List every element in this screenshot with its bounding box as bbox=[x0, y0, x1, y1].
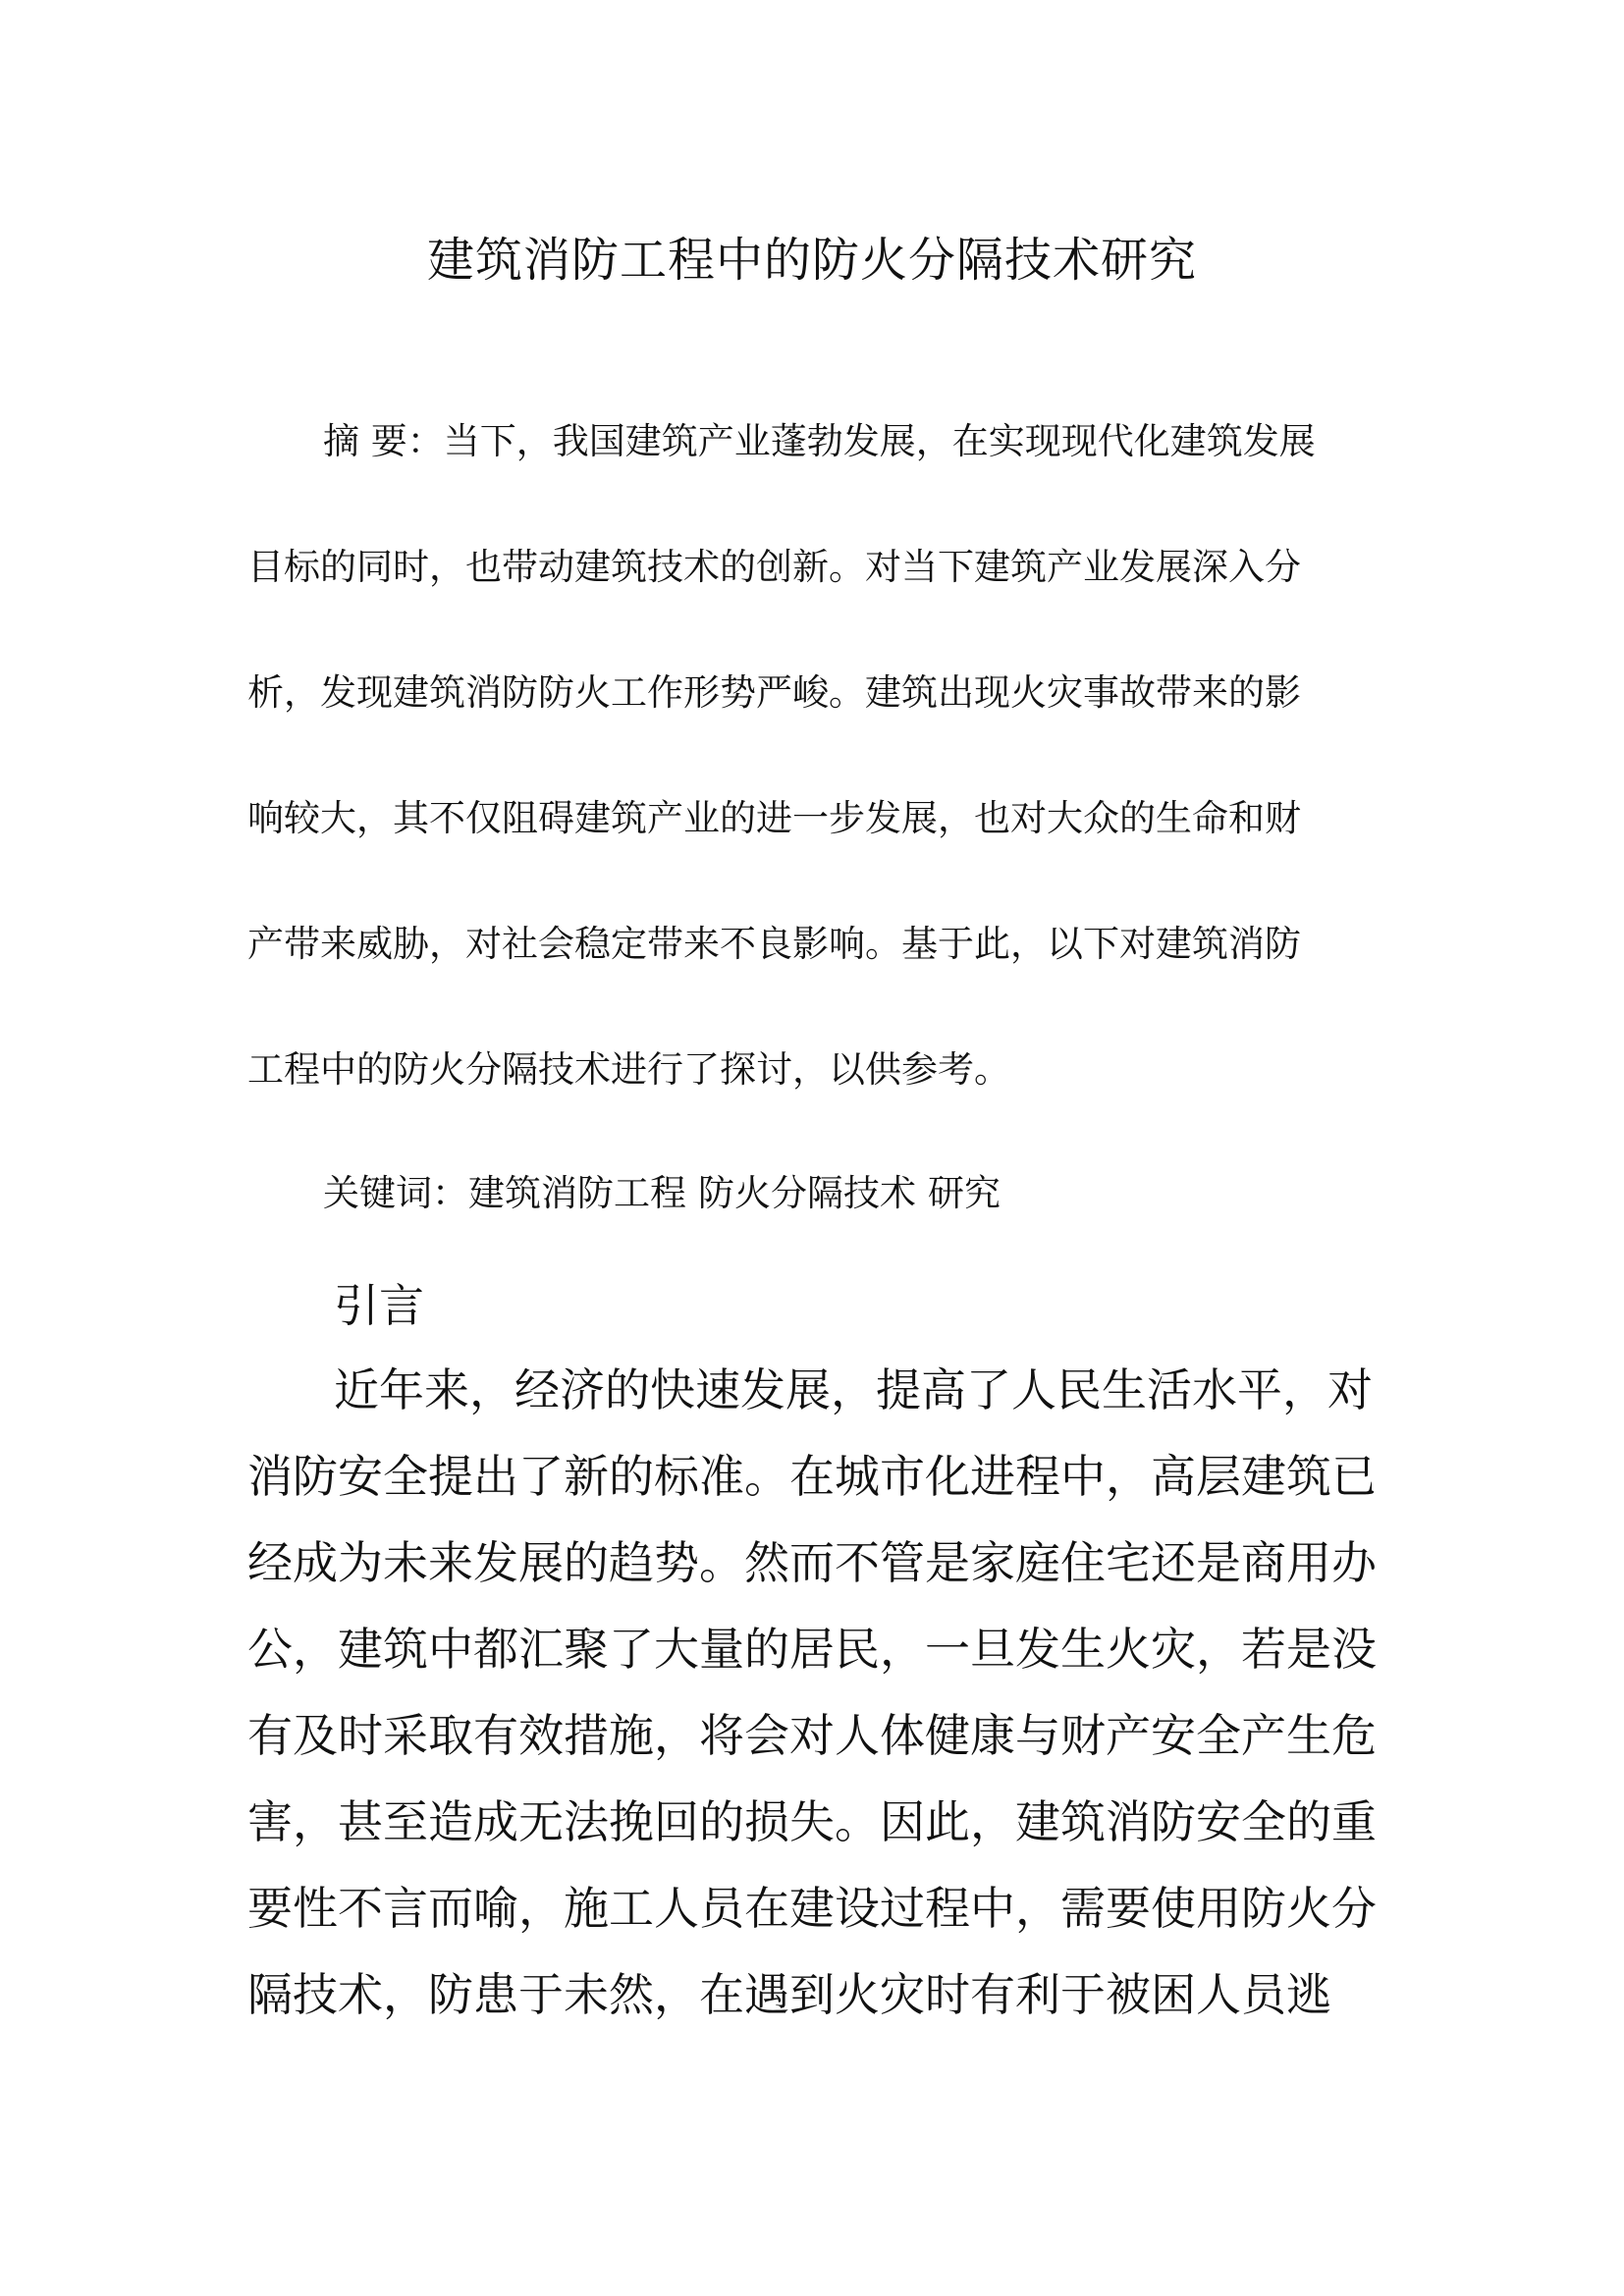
keywords bbox=[323, 1164, 1012, 1223]
body-line: 近年来，经济的快速发展，提高了人民生活水平，对 bbox=[334, 1363, 1373, 1416]
body-line: 公，建筑中都汇聚了大量的居民，一旦发生火灾，若是没 bbox=[247, 1623, 1377, 1676]
keyword-term: 防火分隔技术 bbox=[698, 1172, 916, 1214]
body-line: 消防安全提出了新的标准。在城市化进程中，高层建筑已 bbox=[247, 1450, 1377, 1503]
section-heading-introduction: 引言 bbox=[334, 1279, 424, 1332]
keyword-term: 建筑消防工程 bbox=[468, 1172, 686, 1214]
body-line: 隔技术，防患于未然，在遇到火灾时有利于被困人员逃 bbox=[247, 1968, 1331, 2021]
body-line: 有及时采取有效措施，将会对人体健康与财产安全产生危 bbox=[247, 1709, 1377, 1762]
abstract-line: 目标的同时，也带动建筑技术的创新。对当下建筑产业发展深入分 bbox=[247, 546, 1301, 588]
keywords-label: 关键词： bbox=[323, 1172, 468, 1214]
body-line: 经成为未来发展的趋势。然而不管是家庭住宅还是商用办 bbox=[247, 1536, 1377, 1589]
document-title: 建筑消防工程中的防火分隔技术研究 bbox=[426, 233, 1197, 288]
abstract-text: 当下，我国建筑产业蓬勃发展，在实现现代化建筑发展 bbox=[443, 420, 1316, 462]
abstract-line bbox=[323, 412, 1386, 471]
keyword-term: 研究 bbox=[928, 1172, 1001, 1214]
abstract-line: 析，发现建筑消防防火工作形势严峻。建筑出现火灾事故带来的影 bbox=[247, 671, 1301, 714]
body-line: 要性不言而喻，施工人员在建设过程中，需要使用防火分 bbox=[247, 1882, 1377, 1935]
abstract-label: 摘 要： bbox=[323, 420, 444, 462]
abstract-line: 产带来威胁，对社会稳定带来不良影响。基于此，以下对建筑消防 bbox=[247, 923, 1301, 965]
abstract-line: 响较大，其不仅阻碍建筑产业的进一步发展，也对大众的生命和财 bbox=[247, 797, 1301, 839]
abstract-line: 工程中的防火分隔技术进行了探讨，以供参考。 bbox=[247, 1048, 1010, 1091]
body-line: 害，甚至造成无法挽回的损失。因此，建筑消防安全的重 bbox=[247, 1795, 1377, 1848]
